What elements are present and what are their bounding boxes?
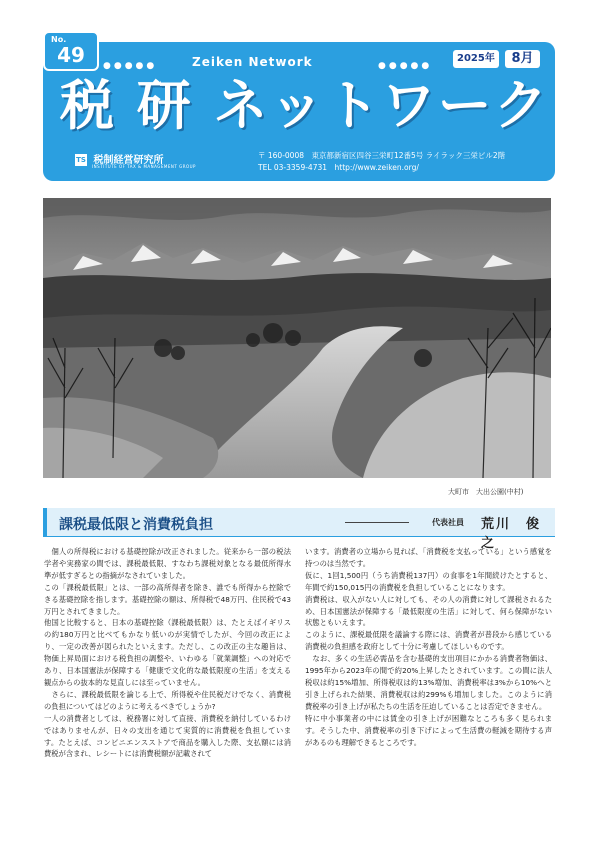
newsletter-title: 税 研 ネットワーク [60,74,550,137]
author-role: 代表社員 [432,518,464,527]
issue-month: 8月 [505,50,540,68]
article-paragraph: 特に中小事業者の中には賃金の引き上げが困難なところも多く見られます。そうした中、消費税率の引き下げによって生活費の軽減を期待する声があるのも理解できるところです。 [305,713,552,747]
issue-badge [43,31,99,71]
institute-logo-icon: TS [76,156,86,164]
article-column-left [44,546,291,760]
decor-dots-right: ●●●●● [378,61,433,71]
decor-dots-left: ●●●●● [103,61,158,71]
photo-caption: 大町市 大出公園(中村) [448,488,524,496]
heading-divider [345,522,409,523]
institute-english: INSTITUTE OF TAX & MANAGEMENT GROUP [92,164,196,169]
author-name: 荒川 俊之 [481,517,542,551]
article-column-right [305,546,552,748]
article-paragraph: 仮に、1回1,500円（うち消費税137円）の食事を1年間続けたとすると、年間で約150,015円の消費税を負担していることになります。 [305,570,552,592]
article-paragraph: 消費税は、収入がない人に対しても、その人の消費に対して課税されるため、日本国憲法が保障する「最低限度の生活」に対して、何ら保障がない状態ともいえます。 [305,594,552,628]
article-paragraph: このように、課税最低限を議論する際には、消費者が普段から感じている消費税の負担感を政府として十分に考慮してほしいものです。 [305,630,552,652]
address-line: 〒 160-0008 東京都新宿区四谷三栄町12番5号 ライラック三栄ビル2階 [258,151,506,160]
article-paragraph: さらに、課税最低限を論じる上で、所得税や住民税だけでなく、消費税の負担についてはどのように考えるべきでしょうか? [44,689,291,711]
issue-year: 2025年 [453,50,499,68]
article-paragraph: 個人の所得税における基礎控除が改正されました。従来から一部の税法学者や実務家の間では、課税最低限、すなわち課税対象となる最低所得水準が低すぎるとの指摘がなされていました。 [44,547,291,580]
institute-name: 税制経営研究所 [93,155,164,166]
issue-number: 49 [57,43,85,67]
landscape-photo [43,198,551,478]
article-paragraph: います。消費者の立場から見れば、「消費税を支払っている」という感覚を持つのは当然です。 [305,547,552,568]
article-paragraph: なお、多くの生活必需品を含む基礎的支出項目にかかる消費者物価は、1995年から2023年の間で約20%上昇したとされています。この間に法人税収は約15%増加、所得税収は約13%増加、消費税率は3%から10%へと引き上げられた結果、消費税収は約299%も増加しました。このように消費税率の引き上げが私たちの生活を圧迫していることは否定できません。 [305,654,552,711]
article-paragraph: この「課税最低限」とは、一部の高所得者を除き、誰でも所得から控除できる基礎控除を指します。基礎控除の額は、所得税で48万円、住民税で43万円とされてきました。 [44,582,291,616]
article-paragraph: 一人の消費者としては、税務署に対して直接、消費税を納付しているわけではありませんが、日々の支出を通じて実質的に消費税を負担しています。たとえば、コンビニエンスストアで商品を購入した際、支払額には消費税が含まれ、レシートには消費税額が記載されて [44,713,291,759]
address-block [258,150,505,174]
article-paragraph: 他国と比較すると、日本の基礎控除（課税最低限）は、たとえばイギリスの約180万円と比べてもかなり低いのが実情でしたが、今回の改正により、一定の改善が図られたといえます。ただし、この改正の主な趣旨は、物価上昇局面における税負担の調整や、いわゆる「就業調整」への対応であり、日本国憲法が保障する「健康で文化的な最低限度の生活」を支える観点からの抜本的な見直しには至っていません。 [44,618,291,687]
river-landscape-image [43,198,551,478]
network-english-title: Zeiken Network [192,55,313,69]
article-title: 課税最低限と消費税負担 [59,517,213,533]
issue-label: No. [51,35,67,44]
contact-line: TEL 03-3359-4731 http://www.zeiken.org/ [258,163,419,172]
article-heading-bar [43,508,555,551]
